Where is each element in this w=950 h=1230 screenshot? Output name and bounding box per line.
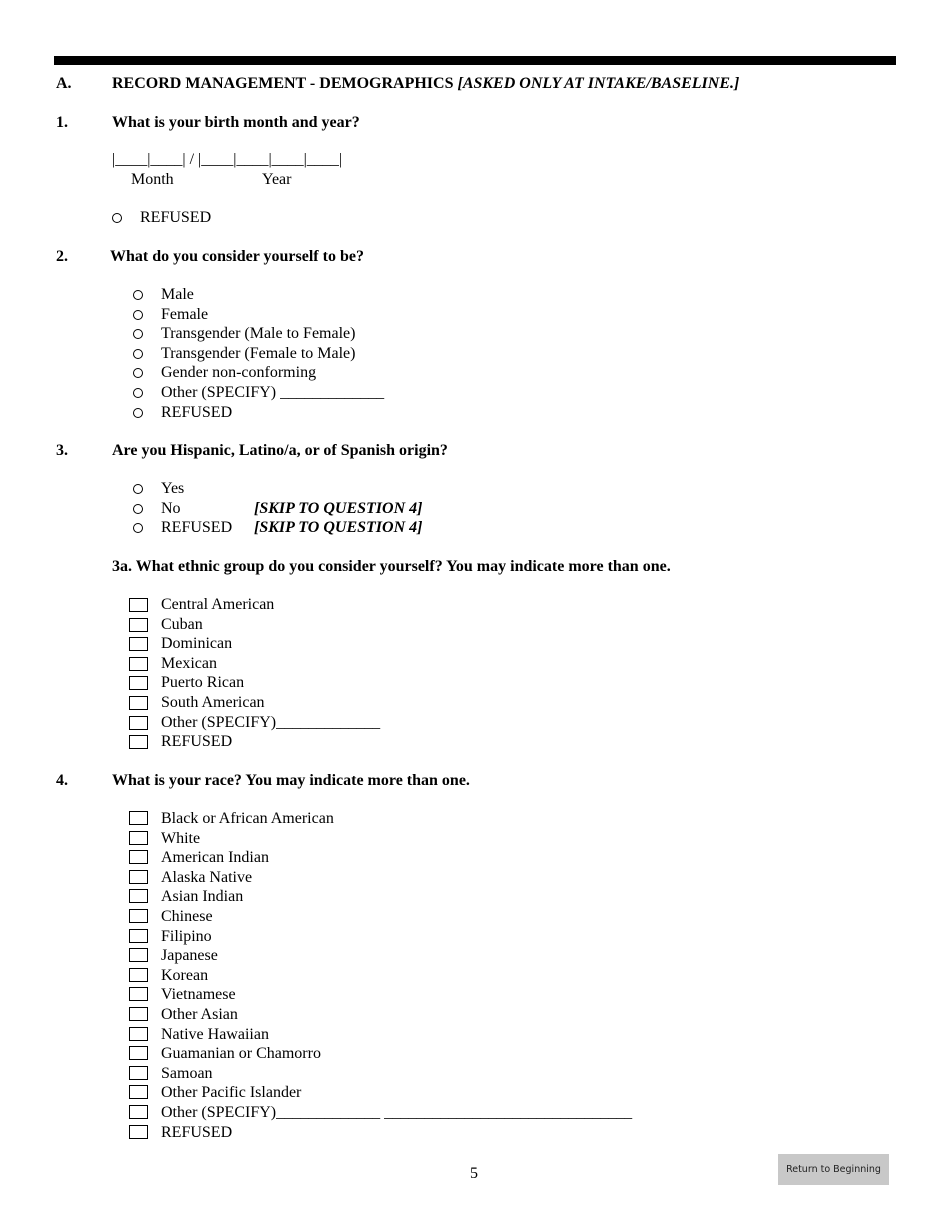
q4-checkbox[interactable]: [129, 1105, 148, 1119]
q2-option-label: Gender non-conforming: [161, 364, 317, 382]
q4-option-label: Filipino: [161, 927, 212, 945]
skip-instruction-refused: [SKIP TO QUESTION 4]: [254, 519, 423, 536]
q4-checkbox[interactable]: [129, 1027, 148, 1041]
q4-option-label: Black or African American: [161, 810, 334, 827]
q3a-option-label: Dominican: [161, 635, 233, 653]
q3-option-label: Yes: [161, 480, 185, 497]
skip-instruction-no: [SKIP TO QUESTION 4]: [254, 500, 423, 517]
q4-checkbox[interactable]: [129, 1085, 148, 1099]
q2-number: 2.: [56, 248, 68, 265]
q2-question: What do you consider yourself to be?: [110, 248, 364, 265]
q4-checkbox[interactable]: [129, 811, 148, 825]
q3a-option-label: Central American: [161, 596, 275, 613]
section-title: RECORD MANAGEMENT - DEMOGRAPHICS: [112, 75, 454, 92]
q4-checkbox[interactable]: [129, 929, 148, 943]
q4-option-label: Native Hawaiian: [161, 1025, 269, 1043]
q2-option-label: Male: [161, 286, 194, 303]
q3a-checkbox[interactable]: [129, 657, 148, 671]
q4-number: 4.: [56, 772, 68, 789]
q3a-option-label: REFUSED: [161, 733, 233, 751]
q4-checkbox[interactable]: [129, 1125, 148, 1139]
q4-checkbox[interactable]: [129, 987, 148, 1001]
q4-option-label: White: [161, 829, 201, 847]
q4-checkbox[interactable]: [129, 870, 148, 884]
q2-radio[interactable]: [133, 388, 143, 398]
q3-number: 3.: [56, 442, 68, 459]
q3-option-label: No: [161, 499, 181, 517]
page-number: 5: [470, 1165, 478, 1182]
q4-checkbox[interactable]: [129, 831, 148, 845]
q4-checkbox[interactable]: [129, 1007, 148, 1021]
q1-refused-label: REFUSED: [140, 209, 212, 226]
q4-checkbox[interactable]: [129, 968, 148, 982]
q4-option-label: American Indian: [161, 849, 269, 867]
q2-radio[interactable]: [133, 329, 143, 339]
year-label: Year: [262, 171, 292, 188]
q4-option-label: Chinese: [161, 908, 213, 925]
return-to-beginning-button[interactable]: Return to Beginning: [778, 1154, 889, 1185]
q3a-option-label: Other (SPECIFY)_____________: [161, 713, 381, 731]
q2-radio[interactable]: [133, 408, 143, 418]
q3a-option-label: South American: [161, 694, 265, 711]
q3a-option-label: Mexican: [161, 654, 217, 672]
q1-refused-radio[interactable]: [112, 213, 122, 223]
q2-radio[interactable]: [133, 349, 143, 359]
q4-option-label: Guamanian or Chamorro: [161, 1045, 321, 1063]
q4-question: What is your race? You may indicate more than one.: [112, 772, 470, 789]
q2-option-label: Female: [161, 305, 209, 323]
q4-checkbox[interactable]: [129, 909, 148, 923]
q3a-text: . What ethnic group do you consider yourself? You may indicate more than one.: [128, 558, 671, 575]
q3a-checkbox[interactable]: [129, 598, 148, 612]
birth-date-blanks[interactable]: |____|____| / |____|____|____|____|: [112, 151, 343, 168]
q2-radio[interactable]: [133, 368, 143, 378]
q3a-number: 3a: [112, 558, 128, 575]
q3-option-label: REFUSED: [161, 519, 233, 537]
q1-question: What is your birth month and year?: [112, 114, 360, 131]
q3-radio[interactable]: [133, 484, 143, 494]
q4-option-label: Japanese: [161, 947, 218, 965]
q3a-option-label: Puerto Rican: [161, 674, 245, 692]
q4-option-label: Korean: [161, 966, 209, 984]
q3-radio[interactable]: [133, 504, 143, 514]
q4-option-label: Vietnamese: [161, 986, 236, 1004]
q4-option-label: Asian Indian: [161, 888, 244, 906]
q1-number: 1.: [56, 114, 68, 131]
q3a-checkbox[interactable]: [129, 716, 148, 730]
q3a-option-label: Cuban: [161, 615, 203, 633]
section-letter: A.: [56, 75, 72, 92]
q4-option-label: Samoan: [161, 1064, 213, 1082]
month-label: Month: [131, 171, 174, 188]
q4-option-label: REFUSED: [161, 1123, 233, 1141]
q3a-checkbox[interactable]: [129, 735, 148, 749]
q3a-checkbox[interactable]: [129, 676, 148, 690]
q2-option-label: REFUSED: [161, 403, 233, 421]
q4-option-label: Other Asian: [161, 1006, 238, 1023]
q4-checkbox[interactable]: [129, 850, 148, 864]
top-rule: [54, 56, 896, 65]
q3a-question: [112, 558, 671, 576]
q3-radio[interactable]: [133, 523, 143, 533]
q2-option-label: Transgender (Female to Male): [161, 344, 356, 362]
q3a-checkbox[interactable]: [129, 637, 148, 651]
q2-option-label: Other (SPECIFY) _____________: [161, 384, 385, 401]
q3-question: Are you Hispanic, Latino/a, or of Spanish origin?: [112, 442, 448, 459]
q4-checkbox[interactable]: [129, 948, 148, 962]
q2-option-label: Transgender (Male to Female): [161, 325, 356, 343]
q2-radio[interactable]: [133, 290, 143, 300]
q4-checkbox[interactable]: [129, 1066, 148, 1080]
section-note: [ASKED ONLY AT INTAKE/BASELINE.]: [457, 75, 740, 92]
q3a-checkbox[interactable]: [129, 696, 148, 710]
q4-option-label: Alaska Native: [161, 868, 253, 886]
q4-checkbox[interactable]: [129, 1046, 148, 1060]
q4-option-label: Other Pacific Islander: [161, 1084, 302, 1102]
q3a-checkbox[interactable]: [129, 618, 148, 632]
section-heading: [112, 75, 739, 93]
q2-radio[interactable]: [133, 310, 143, 320]
q4-option-label: Other (SPECIFY)_____________ _______________________________: [161, 1104, 633, 1121]
q4-checkbox[interactable]: [129, 889, 148, 903]
